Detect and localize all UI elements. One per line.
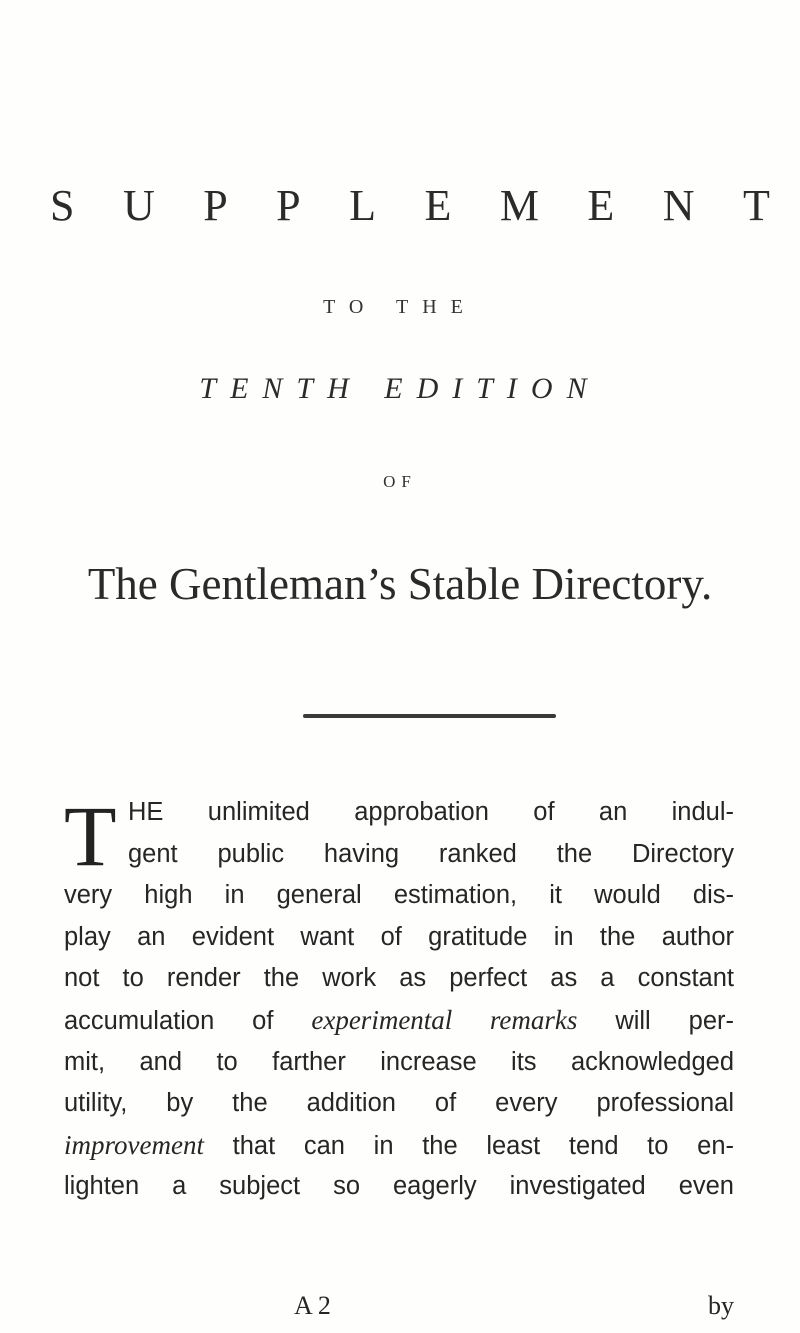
title-letter: P xyxy=(276,181,301,230)
title-letter: N xyxy=(662,181,695,230)
body-paragraph xyxy=(64,788,734,1208)
title-edition: TENTH EDITION xyxy=(199,372,601,405)
text-line: utility, by the addition of every professional xyxy=(64,1089,734,1118)
italic-run: experimental remarks xyxy=(311,1004,578,1035)
drop-cap: T xyxy=(64,788,117,884)
text-line xyxy=(64,1000,734,1042)
catchword: by xyxy=(708,1291,734,1320)
text-line: not to render the work as perfect as a constant xyxy=(64,964,734,993)
text-line: mit, and to farther increase its acknowledged xyxy=(64,1047,734,1076)
title-to-the: TO THE xyxy=(323,296,477,318)
title-supplement xyxy=(50,180,770,231)
signature-mark: A 2 xyxy=(294,1291,331,1320)
page-title: The Gentleman’s Stable Directory. xyxy=(87,559,713,609)
ornamental-rule xyxy=(303,714,556,718)
title-of: OF xyxy=(383,472,417,491)
title-letter: E xyxy=(587,181,615,230)
title-letter: L xyxy=(349,181,376,230)
text-run: that can in the least tend to en- xyxy=(203,1131,734,1160)
text-line: gent public having ranked the Directory xyxy=(128,839,734,868)
title-letter: T xyxy=(743,181,770,230)
title-letter: U xyxy=(122,181,155,230)
text-line: play an evident want of gratitude in the author xyxy=(64,922,734,951)
title-letter: P xyxy=(203,181,228,230)
text-run: will per- xyxy=(577,1006,734,1035)
title-letter: E xyxy=(424,181,452,230)
title-letter: M xyxy=(499,181,539,230)
text-line: very high in general estimation, it would dis- xyxy=(64,881,734,910)
text-line: lighten a subject so eagerly investigated even xyxy=(64,1172,734,1201)
text-line xyxy=(64,1125,734,1167)
text-line: HE unlimited approbation of an indul- xyxy=(128,798,734,826)
title-letter: S xyxy=(50,181,75,230)
italic-run: improvement xyxy=(64,1129,204,1160)
text-run: accumulation of xyxy=(64,1006,312,1035)
